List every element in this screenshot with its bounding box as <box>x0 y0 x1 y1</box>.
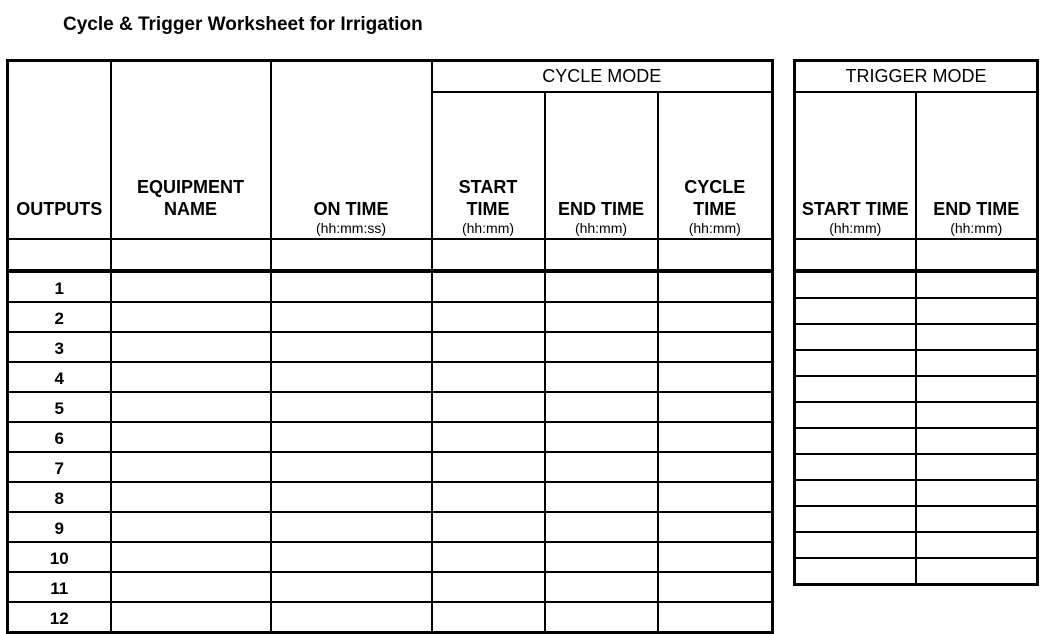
output-row <box>8 422 773 452</box>
trigger-end-cell[interactable] <box>916 376 1038 402</box>
equipment-name-cell[interactable] <box>111 482 271 512</box>
cycle-time-cell[interactable] <box>658 572 773 602</box>
equipment-name-cell[interactable] <box>111 302 271 332</box>
on-time-header: ON TIME (hh:mm:ss) <box>271 61 432 240</box>
output-number: 6 <box>8 422 111 452</box>
equipment-name-cell[interactable] <box>111 271 271 302</box>
output-number: 2 <box>8 302 111 332</box>
trigger-end-cell[interactable] <box>916 506 1038 532</box>
trigger-end-cell[interactable] <box>916 558 1038 585</box>
cycle-time-cell[interactable] <box>658 332 773 362</box>
cycle-time-cell[interactable] <box>658 452 773 482</box>
on-time-cell[interactable] <box>271 302 432 332</box>
cycle-end-cell[interactable] <box>545 332 658 362</box>
blank-row <box>8 239 773 271</box>
output-number: 5 <box>8 392 111 422</box>
trigger-end-cell[interactable] <box>916 454 1038 480</box>
trigger-row <box>795 402 1038 428</box>
trigger-end-time-header: END TIME (hh:mm) <box>916 92 1038 239</box>
on-time-cell[interactable] <box>271 332 432 362</box>
trigger-row <box>795 454 1038 480</box>
output-number: 8 <box>8 482 111 512</box>
trigger-mode-table <box>793 59 1039 586</box>
output-row <box>8 362 773 392</box>
cycle-time-cell[interactable] <box>658 271 773 302</box>
worksheet-title: Cycle & Trigger Worksheet for Irrigation <box>63 14 423 35</box>
cycle-end-cell[interactable] <box>545 302 658 332</box>
trigger-row <box>795 376 1038 402</box>
on-time-cell[interactable] <box>271 542 432 572</box>
trigger-start-cell[interactable] <box>795 402 916 428</box>
cycle-end-cell[interactable] <box>545 482 658 512</box>
cycle-time-cell[interactable] <box>658 602 773 633</box>
output-number: 12 <box>8 602 111 633</box>
cycle-end-cell[interactable] <box>545 512 658 542</box>
cycle-start-time-header: START TIME (hh:mm) <box>432 92 545 239</box>
cycle-end-cell[interactable] <box>545 572 658 602</box>
cycle-mode-table <box>6 59 774 634</box>
cycle-end-time-header: END TIME (hh:mm) <box>545 92 658 239</box>
cycle-time-header: CYCLE TIME (hh:mm) <box>658 92 773 239</box>
cycle-time-cell[interactable] <box>658 542 773 572</box>
cycle-end-cell[interactable] <box>545 542 658 572</box>
output-row <box>8 452 773 482</box>
cycle-mode-header: CYCLE MODE <box>432 61 773 93</box>
cycle-start-cell[interactable] <box>432 572 545 602</box>
trigger-start-cell[interactable] <box>795 428 916 454</box>
output-number: 1 <box>8 271 111 302</box>
trigger-end-cell[interactable] <box>916 428 1038 454</box>
output-number: 10 <box>8 542 111 572</box>
trigger-start-cell[interactable] <box>795 558 916 585</box>
cycle-end-cell[interactable] <box>545 392 658 422</box>
on-time-cell[interactable] <box>271 572 432 602</box>
trigger-end-cell[interactable] <box>916 532 1038 558</box>
trigger-start-cell[interactable] <box>795 350 916 376</box>
cycle-start-cell[interactable] <box>432 482 545 512</box>
cycle-start-cell[interactable] <box>432 602 545 633</box>
output-number: 4 <box>8 362 111 392</box>
equipment-name-cell[interactable] <box>111 392 271 422</box>
trigger-end-cell[interactable] <box>916 298 1038 324</box>
output-row <box>8 572 773 602</box>
equipment-name-cell[interactable] <box>111 332 271 362</box>
equipment-name-cell[interactable] <box>111 362 271 392</box>
cycle-time-cell[interactable] <box>658 392 773 422</box>
trigger-start-cell[interactable] <box>795 376 916 402</box>
cycle-start-cell[interactable] <box>432 271 545 302</box>
cycle-time-cell[interactable] <box>658 302 773 332</box>
equipment-name-header: EQUIPMENT NAME <box>111 61 271 240</box>
on-time-cell[interactable] <box>271 512 432 542</box>
trigger-row <box>795 558 1038 585</box>
on-time-cell[interactable] <box>271 422 432 452</box>
trigger-start-cell[interactable] <box>795 454 916 480</box>
trigger-end-cell[interactable] <box>916 324 1038 350</box>
cycle-start-cell[interactable] <box>432 422 545 452</box>
trigger-end-cell[interactable] <box>916 402 1038 428</box>
trigger-mode-header: TRIGGER MODE <box>795 61 1038 93</box>
trigger-start-time-header: START TIME (hh:mm) <box>795 92 916 239</box>
output-number: 9 <box>8 512 111 542</box>
output-row <box>8 302 773 332</box>
trigger-end-cell[interactable] <box>916 350 1038 376</box>
output-number: 7 <box>8 452 111 482</box>
cycle-time-cell[interactable] <box>658 362 773 392</box>
cycle-end-cell[interactable] <box>545 452 658 482</box>
trigger-row <box>795 428 1038 454</box>
cycle-time-cell[interactable] <box>658 512 773 542</box>
cycle-time-cell[interactable] <box>658 422 773 452</box>
output-row <box>8 332 773 362</box>
equipment-name-cell[interactable] <box>111 542 271 572</box>
trigger-row <box>795 532 1038 558</box>
trigger-end-cell[interactable] <box>916 480 1038 506</box>
output-row <box>8 482 773 512</box>
on-time-cell[interactable] <box>271 482 432 512</box>
cycle-time-cell[interactable] <box>658 482 773 512</box>
trigger-row <box>795 506 1038 532</box>
trigger-start-cell[interactable] <box>795 298 916 324</box>
cycle-start-cell[interactable] <box>432 332 545 362</box>
on-time-cell[interactable] <box>271 602 432 633</box>
on-time-cell[interactable] <box>271 271 432 302</box>
trigger-start-cell[interactable] <box>795 532 916 558</box>
trigger-row <box>795 271 1038 298</box>
blank-row <box>795 239 1038 271</box>
trigger-row <box>795 350 1038 376</box>
on-time-cell[interactable] <box>271 392 432 422</box>
cycle-start-cell[interactable] <box>432 452 545 482</box>
cycle-start-cell[interactable] <box>432 512 545 542</box>
trigger-row <box>795 298 1038 324</box>
cycle-end-cell[interactable] <box>545 602 658 633</box>
output-row <box>8 602 773 633</box>
cycle-end-cell[interactable] <box>545 422 658 452</box>
trigger-start-cell[interactable] <box>795 324 916 350</box>
trigger-start-cell[interactable] <box>795 506 916 532</box>
equipment-name-cell[interactable] <box>111 452 271 482</box>
trigger-start-cell[interactable] <box>795 480 916 506</box>
cycle-end-cell[interactable] <box>545 271 658 302</box>
output-row <box>8 542 773 572</box>
output-number: 11 <box>8 572 111 602</box>
cycle-start-cell[interactable] <box>432 302 545 332</box>
on-time-cell[interactable] <box>271 452 432 482</box>
output-row <box>8 271 773 302</box>
trigger-end-cell[interactable] <box>916 271 1038 298</box>
cycle-start-cell[interactable] <box>432 542 545 572</box>
cycle-end-cell[interactable] <box>545 362 658 392</box>
output-row <box>8 392 773 422</box>
outputs-header: OUTPUTS <box>8 61 111 240</box>
trigger-row <box>795 480 1038 506</box>
equipment-name-cell[interactable] <box>111 602 271 633</box>
output-row <box>8 512 773 542</box>
on-time-cell[interactable] <box>271 362 432 392</box>
output-number: 3 <box>8 332 111 362</box>
trigger-start-cell[interactable] <box>795 271 916 298</box>
equipment-name-cell[interactable] <box>111 572 271 602</box>
cycle-start-cell[interactable] <box>432 392 545 422</box>
trigger-row <box>795 324 1038 350</box>
equipment-name-cell[interactable] <box>111 422 271 452</box>
equipment-name-cell[interactable] <box>111 512 271 542</box>
cycle-start-cell[interactable] <box>432 362 545 392</box>
